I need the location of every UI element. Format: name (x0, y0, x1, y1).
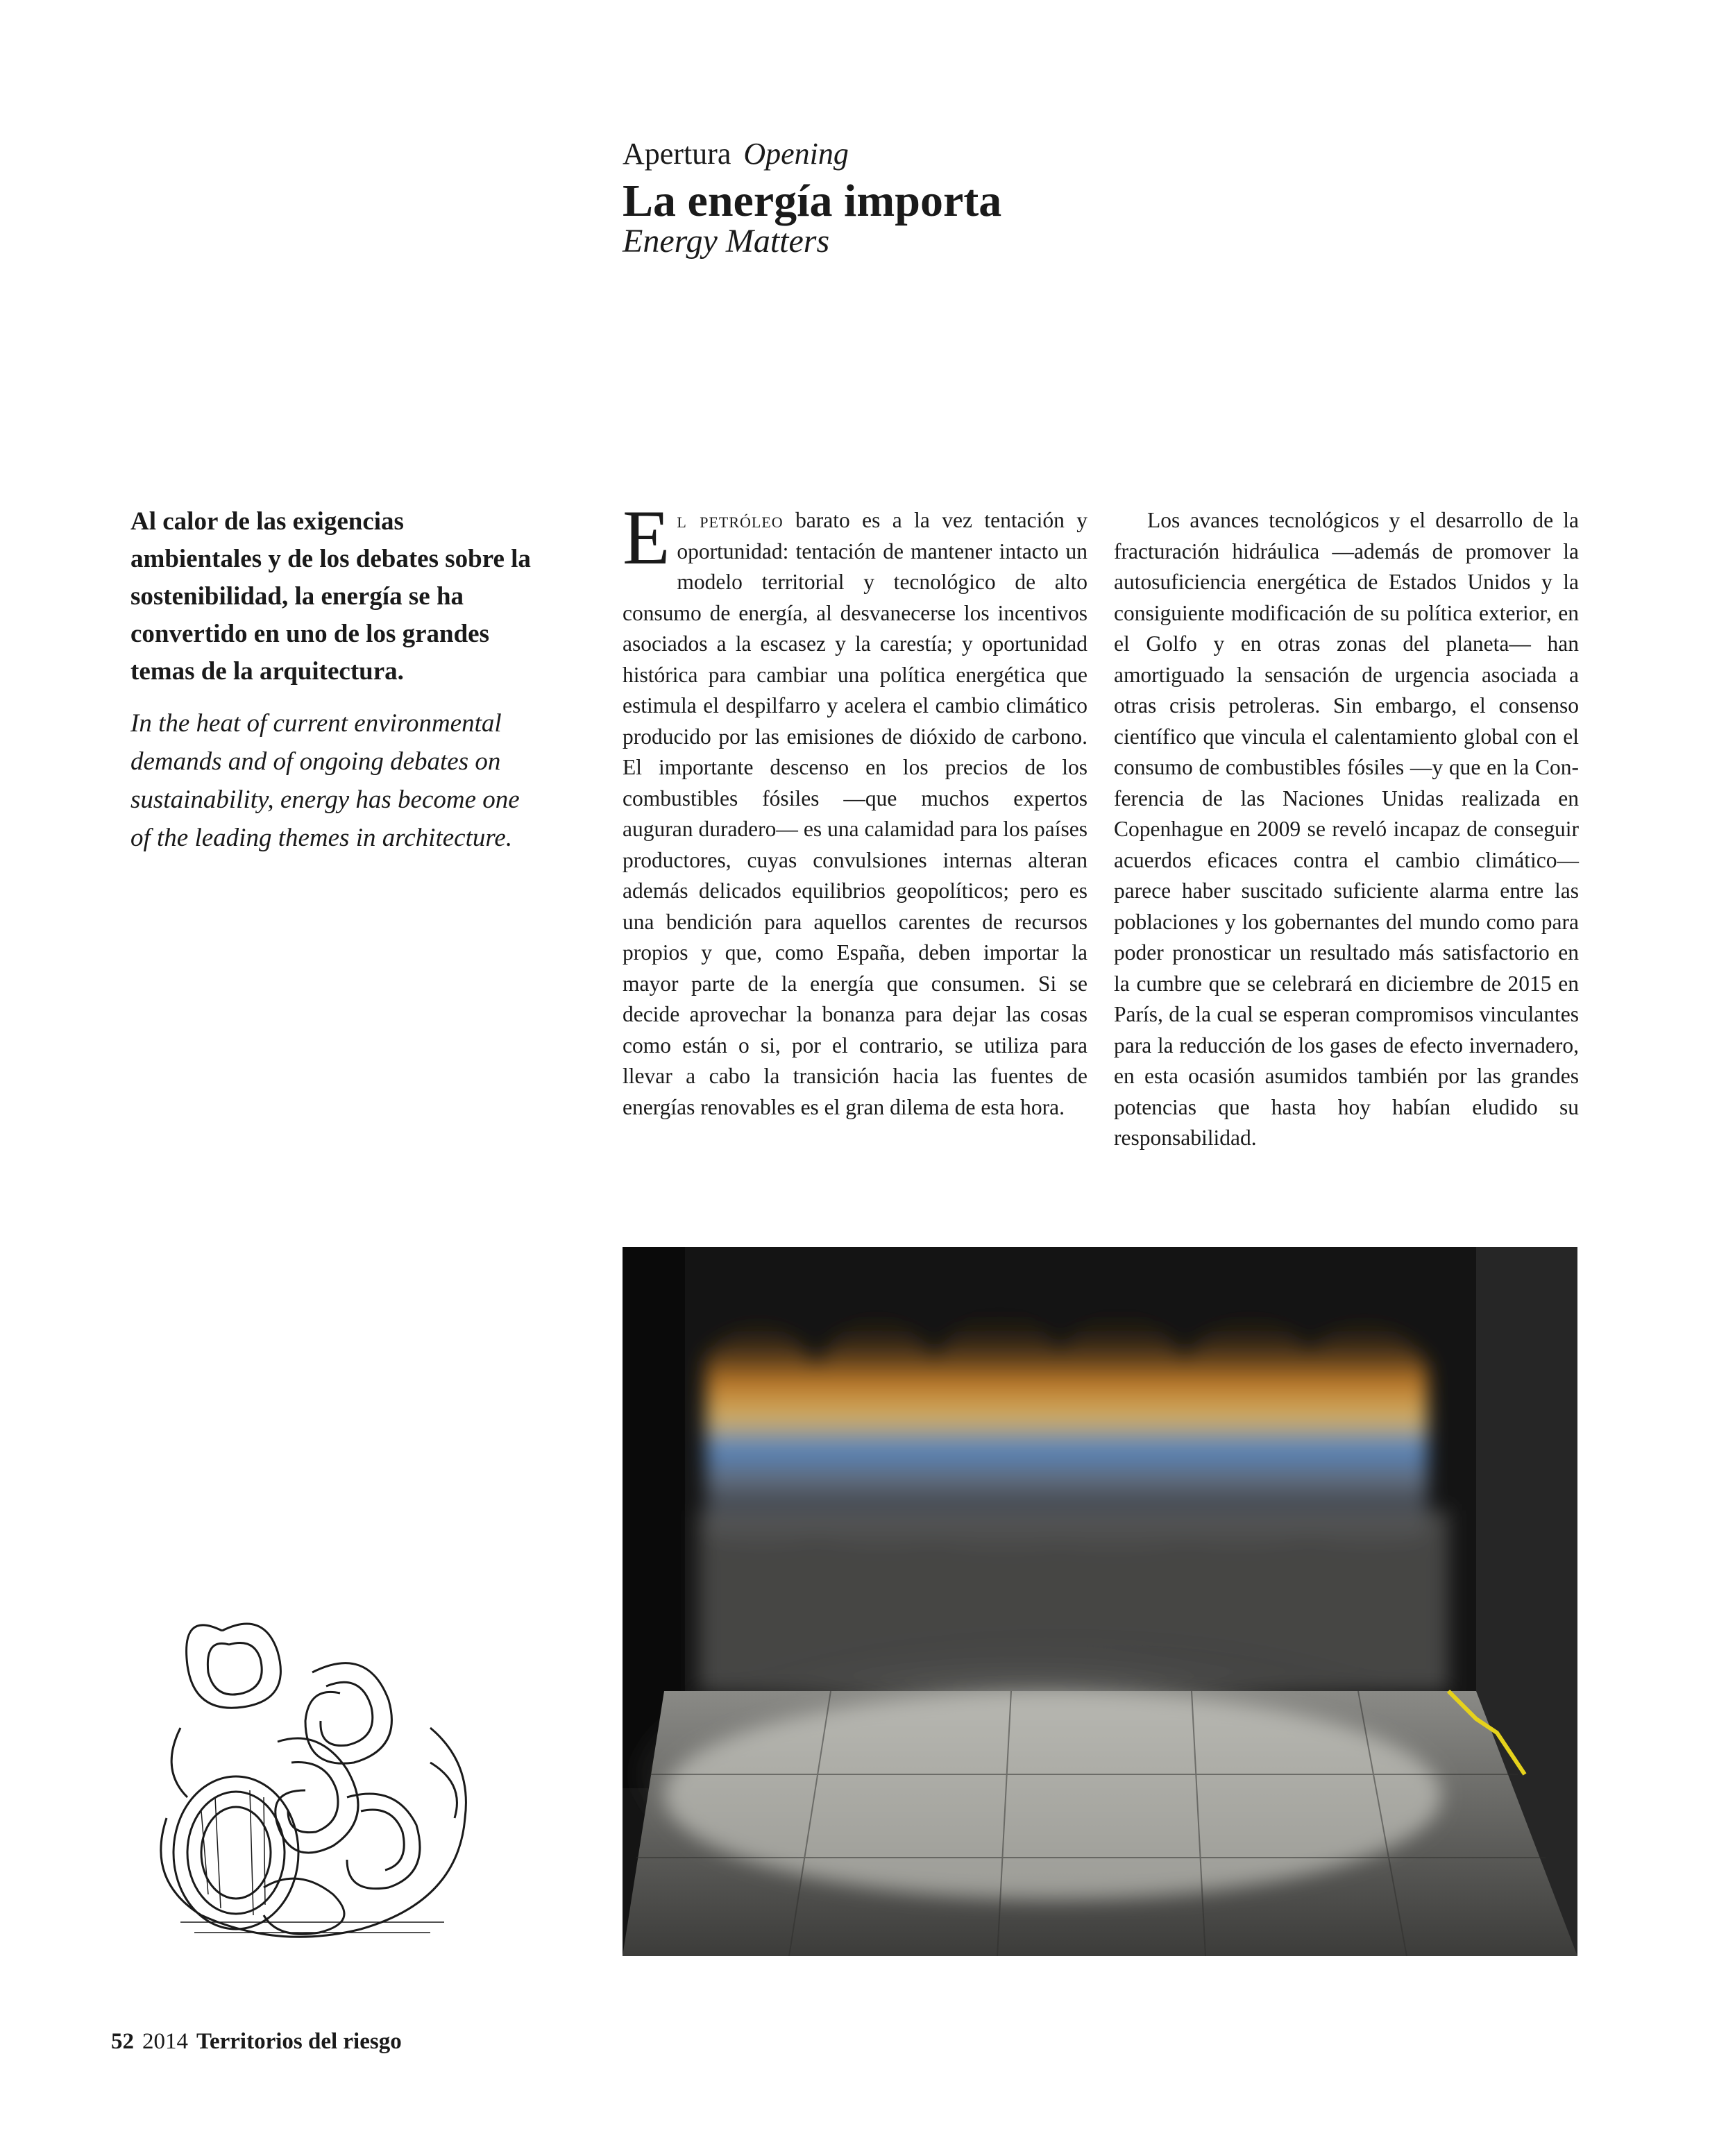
smoke-fire-engraving-icon (139, 1589, 486, 1953)
drop-cap: E (623, 495, 670, 581)
footer-year: 2014 (142, 2029, 188, 2054)
page-footer (111, 2028, 410, 2055)
lead-in-smallcaps: l petróleo (677, 508, 784, 532)
intro-english: In the heat of current environmental demands and of ongoing debates on sustainability, energy has become one of the leading themes in architecture. (130, 709, 520, 852)
body-column-2 (1114, 505, 1579, 1154)
body-column-2-text: Los avances tecnológicos y el desarrollo de la fracturación hidráulica —además de promover la autosuficiencia energética de Estados Unidos y la consiguiente modificación de su política exterior, en el Golfo y en otras zonas del planeta— han amortiguado la sensación de urgencia asociada a otras crisis petroleras. Sin embargo, el consenso científico que vincula el calentamiento global con el consumo de combustibles fósiles —y que en la Conferencia de las Naciones Unidas realizada en Copenhague en 2009 se reveló incapaz de conseguir acuerdos eficaces contra el cambio climático— parece haber suscitado suficiente alarma entre las poblaciones y los gobernantes del mundo como para poder pronosticar un resultado más satisfactorio en la cumbre que se celebrará en diciembre de 2015 en París, de la cual se esperan compromisos vinculantes para la reducción de los gases de efecto invernadero, en esta ocasión asumidos también por las grandes potencias que hasta hoy habían eludido su responsabilidad. (1114, 508, 1579, 1150)
page-header (623, 135, 1594, 260)
body-column-1-text: barato es a la vez tentación y oportunidad: tentación de mantener intacto un modelo territorial y tecnológico de alto consumo de energía, al desvanecerse los incentivos asociados a la escasez y la carestía; y oportunidad histórica para cambiar una política energética que estimula el despilfarro y acelera el cambio climático producido por las emisiones de dióxido de carbono. El importante descenso en los precios de los combustibles fósiles —que muchos expertos auguran duradero— es una calamidad para los países productores, cuyas convulsiones internas alteran además delicados equilibrios geopolíticos; pero es una bendición para aquellos carentes de recursos propios y que, como España, deben importar la mayor parte de la energía que consumen. Si se decide aprovechar la bonanza para dejar las cosas como están o si, por el contrario, se utiliza para llevar a cabo la transición hacia las fuentes de energías renovables es el gran dilema de esta hora. (623, 508, 1087, 1119)
section-label-es: Apertura (623, 137, 731, 171)
page-number: 52 (111, 2029, 134, 2054)
publication-title: Territorios del riesgo (196, 2029, 402, 2054)
page-subtitle: Energy Matters (623, 223, 830, 260)
section-label (623, 135, 1594, 173)
body-column-1 (623, 495, 1087, 1123)
intro-spanish: Al calor de las exigencias ambientales y de los debates sobre la sostenibilidad, la energía se ha convertido en uno de los grandes temas de la arquitectura. (130, 507, 531, 686)
installation-photo (623, 1247, 1577, 1956)
page-title: La energía importa (623, 176, 1002, 226)
rainbow-light-installation-image (623, 1247, 1577, 1956)
intro-summary (130, 503, 533, 857)
engraving-illustration (139, 1589, 486, 1953)
section-label-en: Opening (743, 137, 849, 171)
